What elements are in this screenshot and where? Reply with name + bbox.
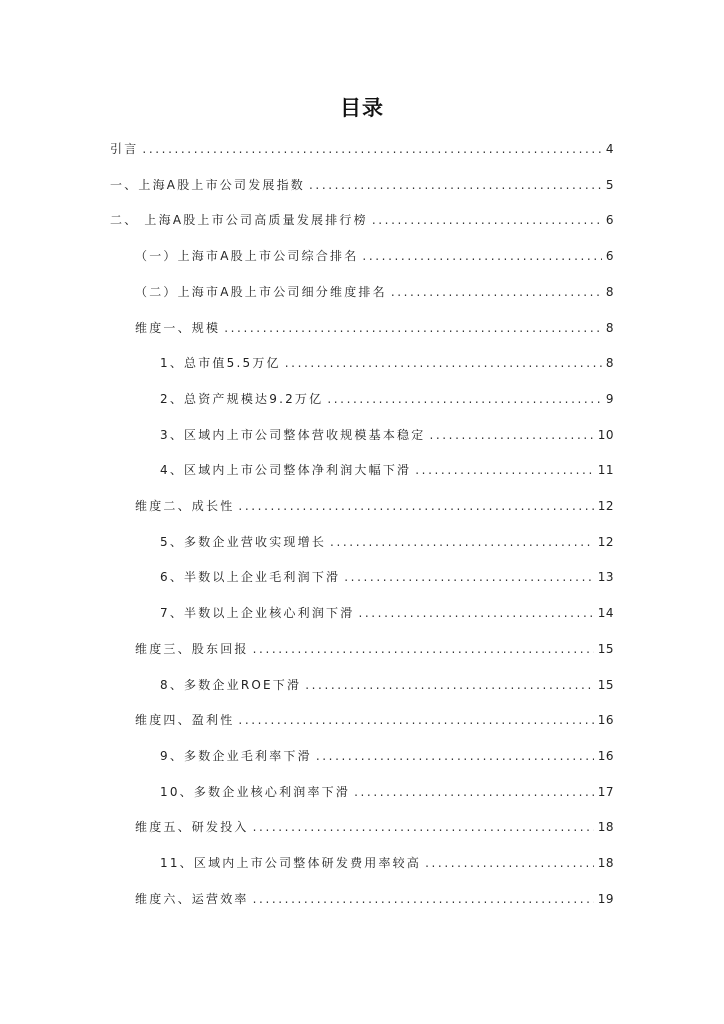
toc-entry-label: （一）上海市A股上市公司综合排名 (135, 249, 359, 264)
toc-dot-leader (224, 318, 602, 338)
toc-dot-leader (253, 817, 594, 837)
toc-entry[interactable] (135, 817, 614, 837)
toc-page-number: 8 (605, 284, 614, 299)
toc-page-number: 19 (597, 891, 614, 906)
toc-page-number: 12 (597, 499, 614, 513)
toc-dot-leader (238, 710, 593, 730)
toc-entry-label: 6、半数以上企业毛利润下滑 (160, 570, 341, 585)
toc-dot-leader (358, 603, 593, 623)
toc-dot-leader (425, 853, 594, 873)
toc-dot-leader (253, 889, 594, 909)
toc-entry-label: 11、区域内上市公司整体研发费用率较高 (160, 856, 422, 870)
toc-dot-leader (429, 425, 593, 445)
toc-entry-label: 4、区域内上市公司整体净利润大幅下滑 (160, 463, 412, 478)
toc-page-number: 18 (597, 820, 614, 835)
toc-entry-label: 9、多数企业毛利率下滑 (160, 748, 312, 763)
toc-entry[interactable] (160, 782, 614, 802)
toc-page-number: 15 (597, 677, 614, 692)
toc-entry-label: 5、多数企业营收实现增长 (160, 534, 327, 549)
toc-page-number: 13 (597, 570, 614, 585)
toc-page-number: 14 (597, 606, 614, 621)
toc-entry-label: 10、多数企业核心利润率下滑 (160, 784, 351, 799)
toc-entry[interactable] (160, 425, 614, 445)
toc-entry[interactable] (160, 460, 614, 480)
toc-entry-label: 3、区域内上市公司整体营收规模基本稳定 (160, 427, 426, 442)
toc-dot-leader (391, 282, 602, 302)
toc-dot-leader (354, 782, 594, 802)
toc-dot-leader (327, 389, 602, 409)
toc-page-number: 5 (605, 177, 614, 192)
toc-dot-leader (372, 210, 602, 230)
toc-entry[interactable] (135, 246, 614, 266)
toc-entry[interactable] (110, 139, 614, 159)
toc-page-number: 10 (597, 427, 614, 442)
toc-page-number: 4 (605, 142, 614, 156)
toc-entry-label: 引言 (110, 142, 139, 156)
toc-entry[interactable] (160, 746, 614, 766)
toc-page-number: 6 (605, 213, 614, 228)
toc-entry-label: 维度一、规模 (135, 320, 221, 335)
toc-entry[interactable] (160, 389, 614, 409)
toc-entry-label: 2、总资产规模达9.2万亿 (160, 391, 324, 406)
toc-entry[interactable] (160, 853, 614, 873)
toc-entry[interactable] (160, 567, 614, 587)
toc-page-number: 15 (597, 641, 614, 656)
toc-entry-label: 1、总市值5.5万亿 (160, 356, 281, 371)
toc-entry[interactable] (135, 496, 614, 516)
toc-entry-label: 一、上海A股上市公司发展指数 (110, 177, 306, 192)
toc-page-number: 9 (605, 391, 614, 406)
toc-page-number: 18 (597, 856, 614, 870)
toc-dot-leader (305, 675, 594, 695)
toc-entry-label: 维度六、运营效率 (135, 891, 249, 906)
toc-page-number: 8 (605, 356, 614, 371)
toc-dot-leader (142, 139, 601, 159)
toc-entry[interactable] (135, 318, 614, 338)
toc-dot-leader (362, 246, 601, 266)
toc-page-number: 8 (605, 320, 614, 335)
toc-page-number: 11 (597, 463, 614, 478)
toc-dot-leader (253, 639, 594, 659)
toc-entry[interactable] (160, 603, 614, 623)
toc-page-number: 16 (597, 713, 614, 728)
toc-page-number: 16 (597, 748, 614, 763)
toc-entry[interactable] (160, 353, 614, 373)
toc-entry-label: 8、多数企业ROE下滑 (160, 677, 302, 692)
toc-entry[interactable] (135, 639, 614, 659)
toc-entry-label: 维度二、成长性 (135, 499, 235, 513)
toc-dot-leader (344, 567, 593, 587)
toc-entry-label: 维度四、盈利性 (135, 713, 235, 728)
toc-entry[interactable] (110, 210, 614, 230)
page-title: 目录 (340, 96, 384, 120)
toc-entry[interactable] (160, 675, 614, 695)
toc-dot-leader (238, 496, 593, 516)
toc-dot-leader (316, 746, 594, 766)
toc-entry-label: （二）上海市A股上市公司细分维度排名 (135, 284, 387, 299)
toc-dot-leader (309, 175, 602, 195)
toc-dot-leader (285, 353, 602, 373)
toc-entry[interactable] (110, 175, 614, 195)
toc-entry-label: 二、 上海A股上市公司高质量发展排行榜 (110, 213, 368, 228)
toc-dot-leader (415, 460, 593, 480)
toc-entry[interactable] (135, 710, 614, 730)
toc-page-number: 6 (605, 249, 614, 264)
toc-entry-label: 7、半数以上企业核心利润下滑 (160, 606, 355, 621)
toc-entry[interactable] (135, 889, 614, 909)
toc-entry-label: 维度三、股东回报 (135, 641, 249, 656)
toc-entry[interactable] (160, 532, 614, 552)
toc-entry-label: 维度五、研发投入 (135, 820, 249, 835)
toc-page-number: 12 (597, 534, 614, 549)
toc-entry[interactable] (135, 282, 614, 302)
toc-page-number: 17 (597, 784, 614, 799)
toc-dot-leader (330, 532, 594, 552)
